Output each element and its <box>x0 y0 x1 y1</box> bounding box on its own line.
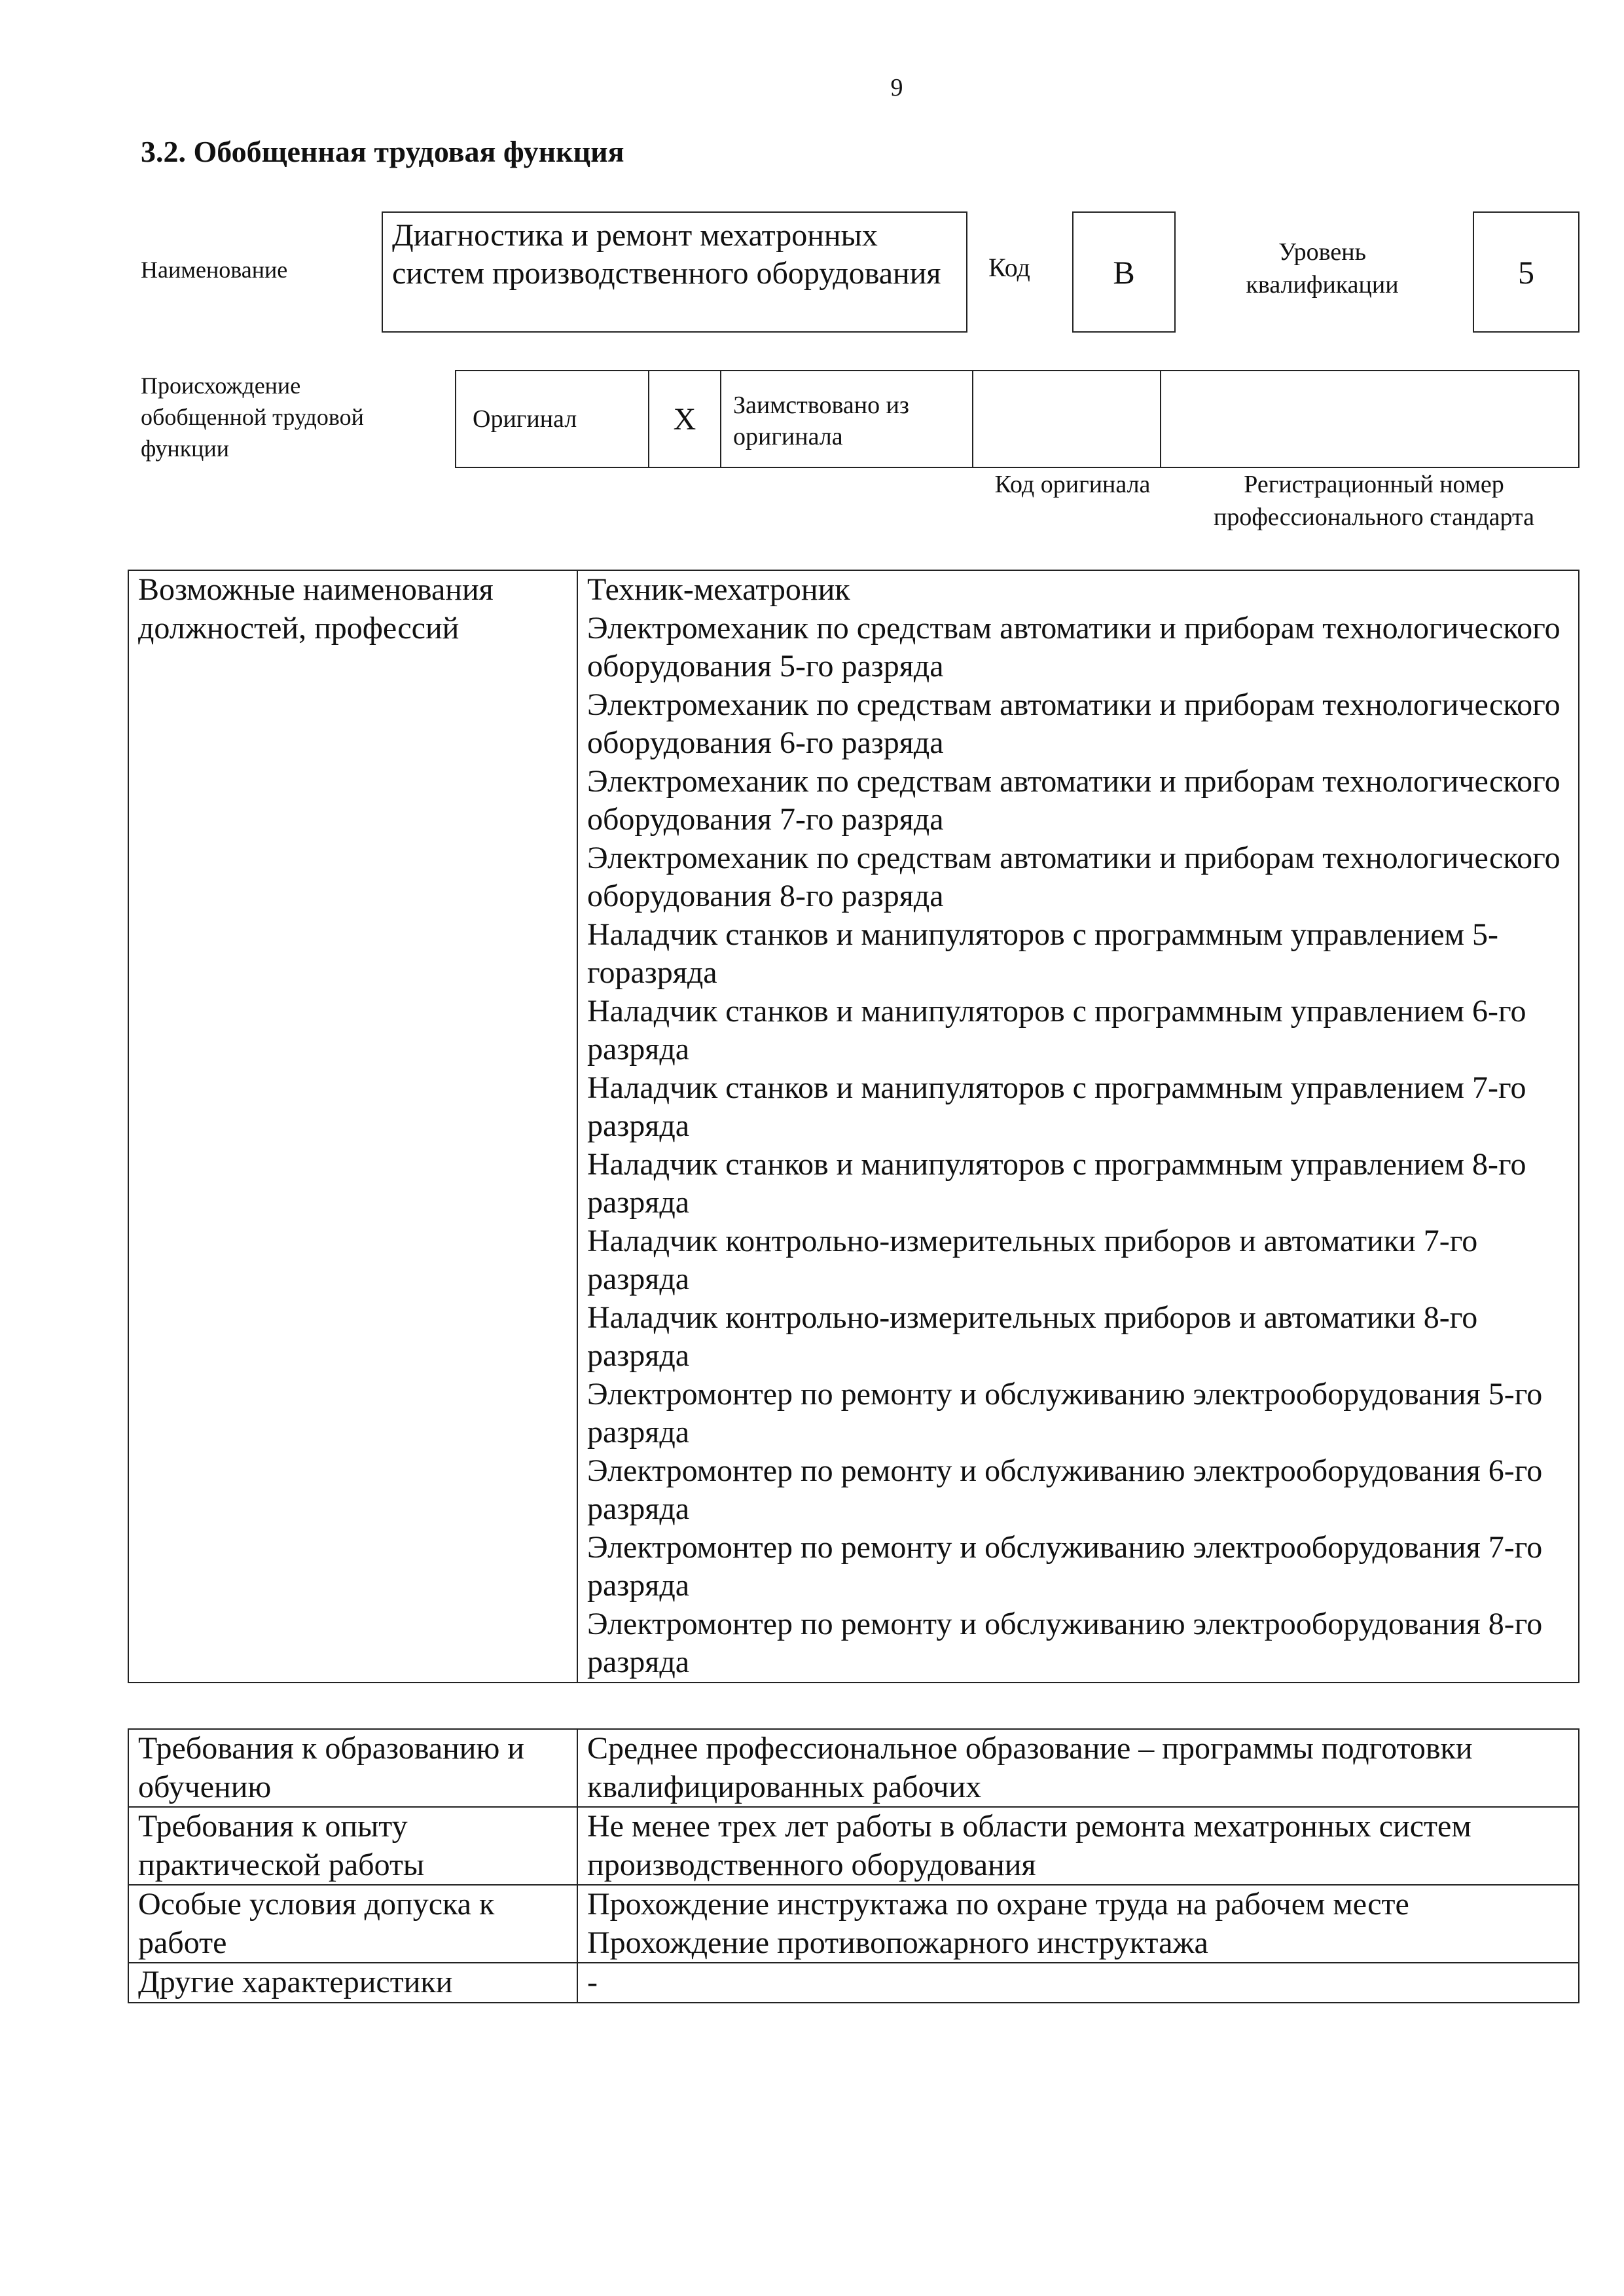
positions-table <box>128 570 1579 1683</box>
table-row <box>128 1963 1579 2003</box>
education-label: Требования к образованию и обучению <box>128 1729 577 1807</box>
position-item: Наладчик станков и манипуляторов с программным управлением 8-го разряда <box>587 1146 1526 1220</box>
name-label: Наименование <box>141 257 288 283</box>
positions-label: Возможные наименования должностей, профессий <box>128 570 577 1683</box>
position-item: Электромонтер по ремонту и обслуживанию электрооборудования 6-го разряда <box>587 1453 1543 1526</box>
experience-value: Не менее трех лет работы в области ремонта мехатронных систем производственного оборудования <box>577 1807 1579 1885</box>
position-item: Электромеханик по средствам автоматики и приборам технологического оборудования 8-го разряда <box>587 840 1561 913</box>
code-value-box: В <box>1072 211 1176 333</box>
code-label: Код <box>988 253 1030 282</box>
name-value-box: Диагностика и ремонт мехатронных систем производственного оборудования <box>382 211 967 333</box>
table-row <box>128 1807 1579 1885</box>
section-heading: 3.2. Обобщенная трудовая функция <box>141 135 624 168</box>
position-item: Электромонтер по ремонту и обслуживанию электрооборудования 8-го разряда <box>587 1606 1543 1679</box>
position-item: Наладчик станков и манипуляторов с программным управлением 7-го разряда <box>587 1070 1526 1143</box>
position-item: Наладчик контрольно-измерительных приборов и автоматики 8-го разряда <box>587 1300 1478 1373</box>
original-label: Оригинал <box>456 371 649 467</box>
position-item: Электромеханик по средствам автоматики и приборам технологического оборудования 6-го разряда <box>587 687 1561 760</box>
admission-line: Прохождение противопожарного инструктажа <box>587 1925 1208 1960</box>
education-value: Среднее профессиональное образование – программы подготовки квалифицированных рабочих <box>577 1729 1579 1807</box>
origin-label: Происхождение обобщенной трудовой функции <box>141 373 364 462</box>
admission-line: Прохождение инструктажа по охране труда на рабочем месте <box>587 1887 1409 1922</box>
position-item: Техник-мехатроник <box>587 572 850 607</box>
table-row <box>128 1885 1579 1963</box>
position-item: Наладчик станков и манипуляторов с программным управлением 6-го разряда <box>587 993 1526 1066</box>
level-value-box: 5 <box>1473 211 1579 333</box>
position-item: Электромеханик по средствам автоматики и приборам технологического оборудования 7-го разряда <box>587 763 1561 837</box>
other-label: Другие характеристики <box>128 1963 577 2003</box>
position-item: Наладчик станков и манипуляторов с программным управлением 5-горазряда <box>587 917 1499 990</box>
table-row <box>128 1729 1579 1807</box>
level-label: Уровень квалификации <box>1246 238 1399 299</box>
origin-table <box>455 370 1579 468</box>
experience-label: Требования к опыту практической работы <box>128 1807 577 1885</box>
position-item: Наладчик контрольно-измерительных приборов и автоматики 7-го разряда <box>587 1223 1478 1296</box>
registration-number-cell <box>1161 371 1578 467</box>
position-item: Электромонтер по ремонту и обслуживанию электрооборудования 5-го разряда <box>587 1376 1543 1449</box>
requirements-table <box>128 1728 1579 2003</box>
position-item: Электромеханик по средствам автоматики и приборам технологического оборудования 5-го разряда <box>587 610 1561 683</box>
page-number: 9 <box>890 74 903 101</box>
original-mark: Х <box>649 371 721 467</box>
positions-list <box>577 570 1579 1683</box>
original-code-cell <box>973 371 1161 467</box>
admission-label: Особые условия допуска к работе <box>128 1885 577 1963</box>
borrowed-label: Заимствовано из оригинала <box>721 371 973 467</box>
code-caption: Код оригинала <box>994 471 1151 498</box>
other-value: - <box>577 1963 1579 2003</box>
position-item: Электромонтер по ремонту и обслуживанию электрооборудования 7-го разряда <box>587 1529 1543 1603</box>
registration-caption: Регистрационный номер профессионального стандарта <box>1214 471 1534 531</box>
admission-value <box>577 1885 1579 1963</box>
